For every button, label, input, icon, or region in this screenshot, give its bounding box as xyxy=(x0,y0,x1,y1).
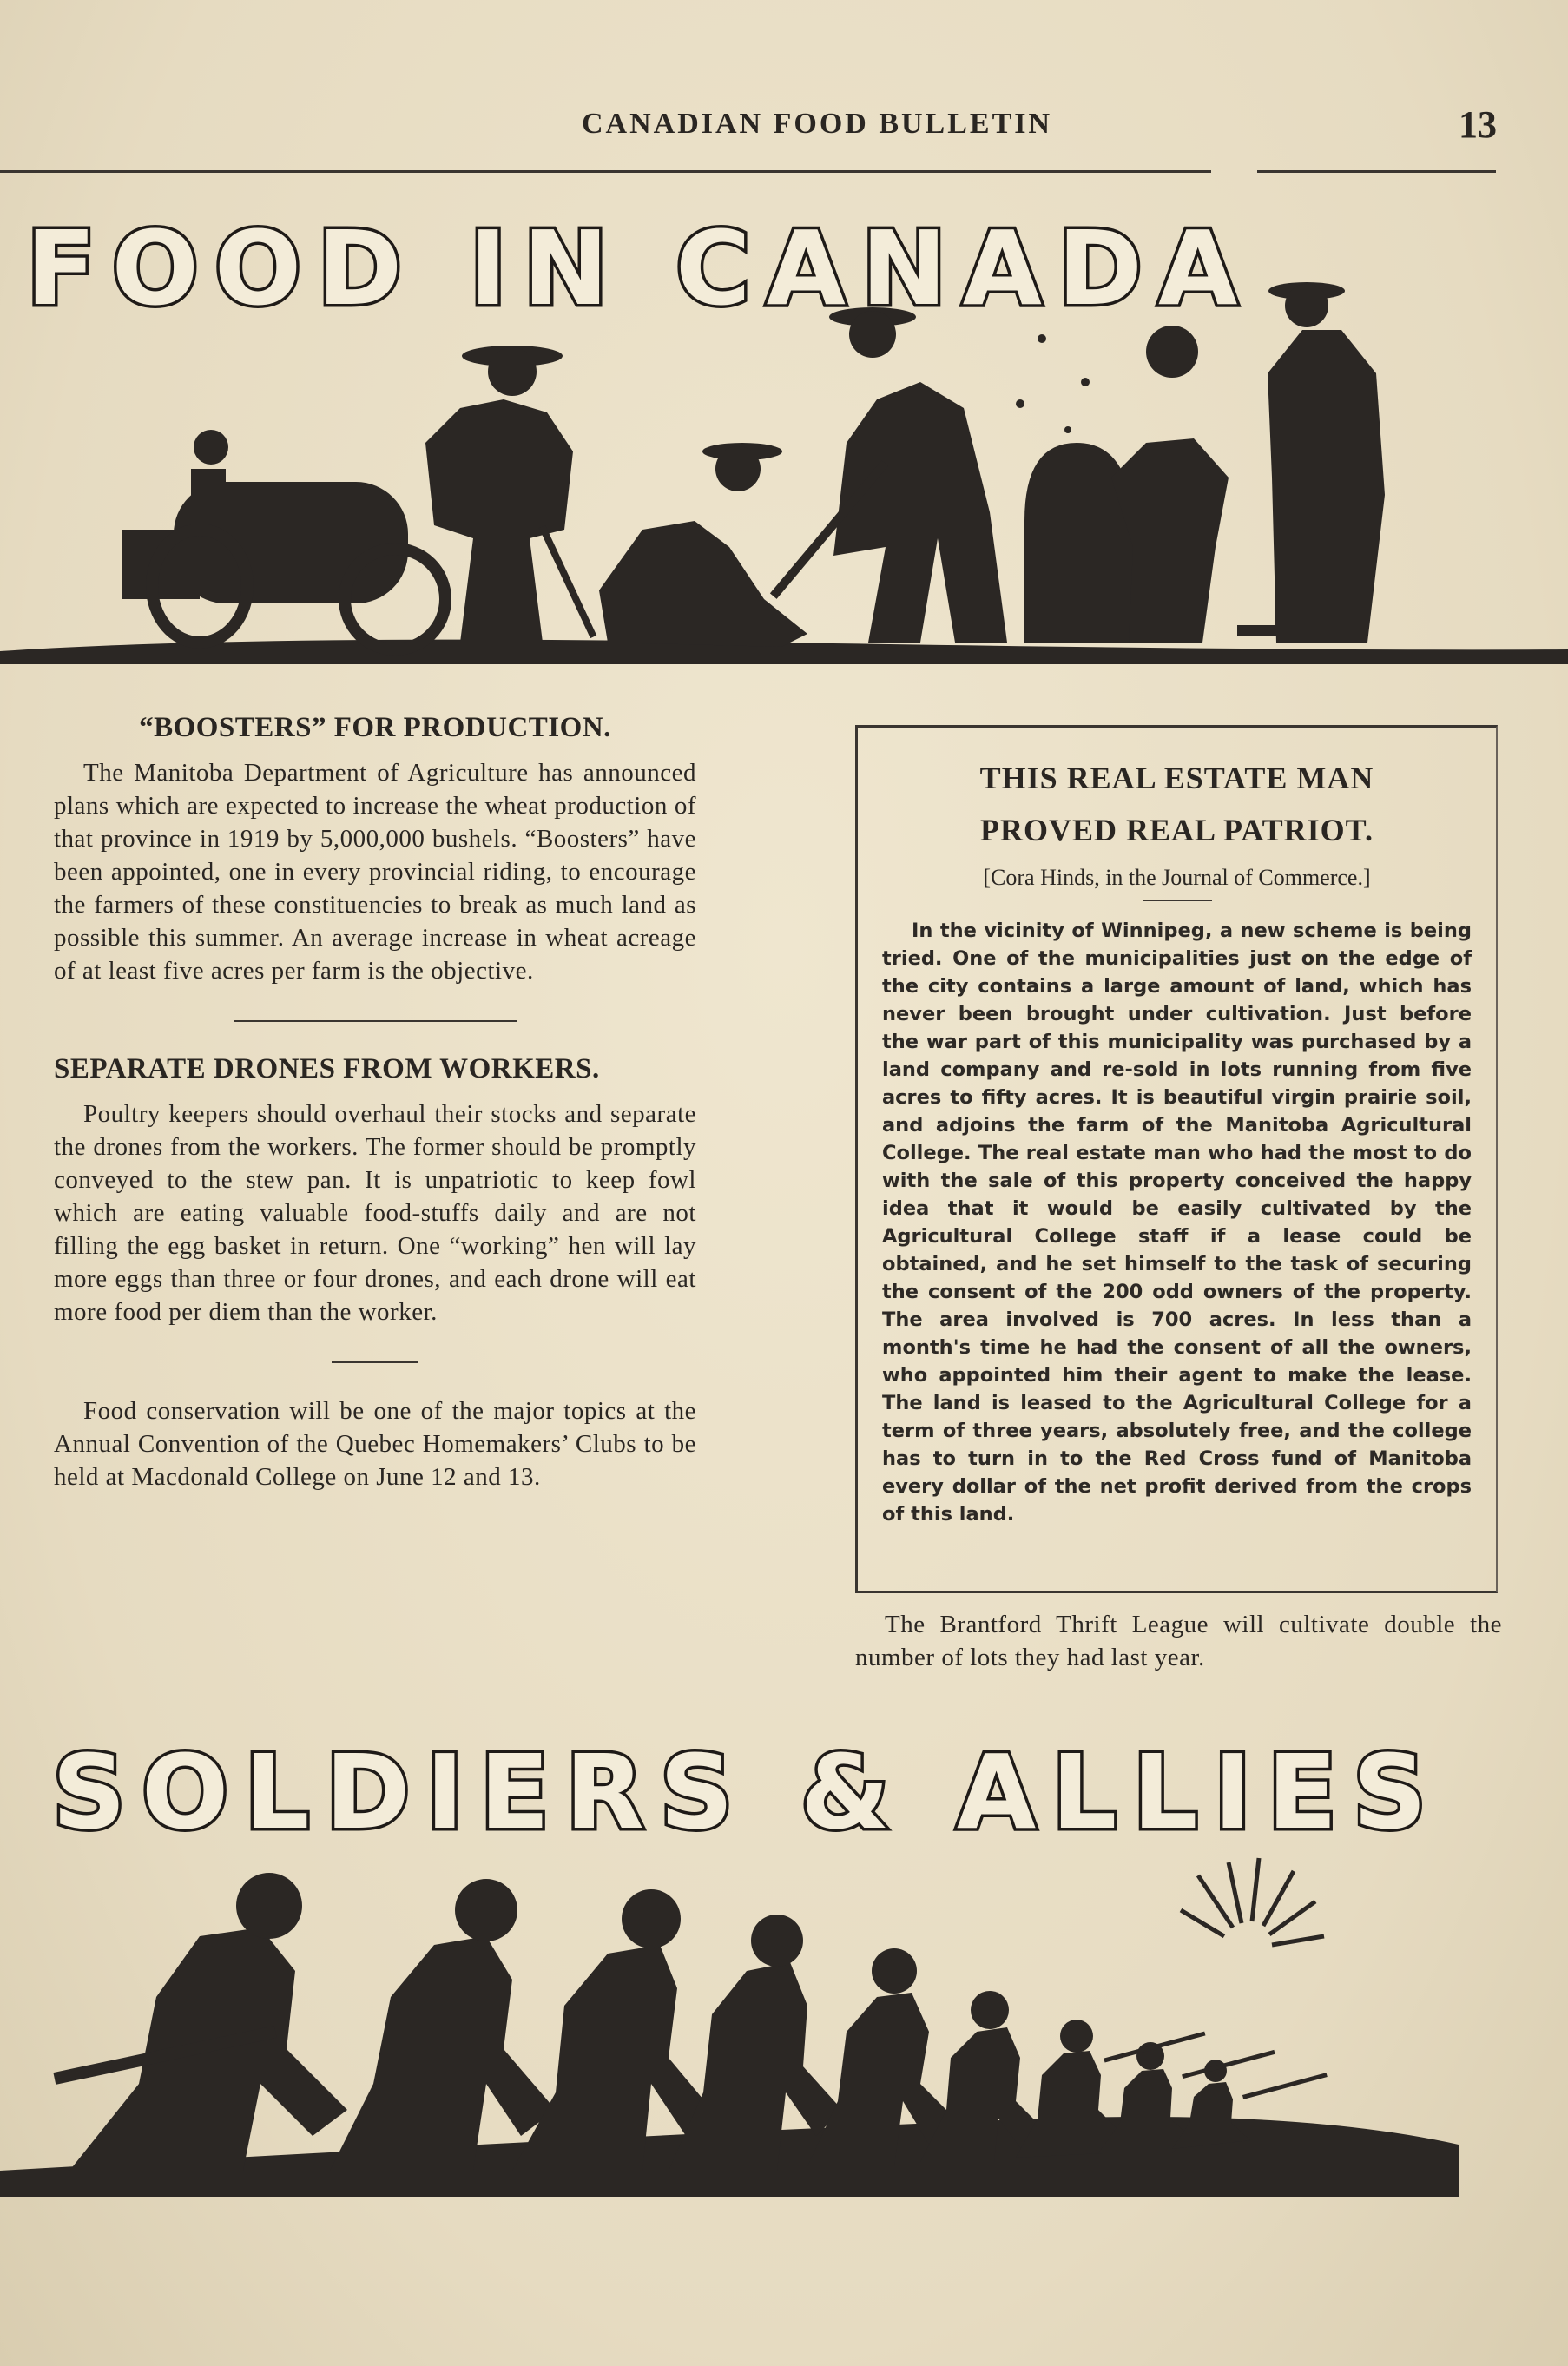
separator-rule xyxy=(234,1020,517,1022)
farm-workers-illustration xyxy=(0,269,1568,677)
boxed-heading-line1: THIS REAL ESTATE MAN xyxy=(979,761,1374,795)
article-body-drones: Poultry keepers should overhaul their stocks and separate the drones from the workers. The former should be promptly conveyed to the stew pan. It is unpatriotic to keep fowl which are eating valuable food-stuffs daily and are not filling the egg basket in return. One “working” hen will lay more eggs than three or four drones, and each drone will eat more food per diem than the worker. xyxy=(54,1100,696,1326)
article-body-conservation: Food conservation will be one of the major topics at the Annual Convention of the Quebec Homemakers’ Clubs to be held at Macdonald College on June 12 and 13. xyxy=(54,1397,696,1491)
article-heading-boosters: “BOOSTERS” FOR PRODUCTION. xyxy=(139,712,611,743)
left-column xyxy=(54,712,696,1493)
boxed-article xyxy=(855,725,1498,1593)
separator-rule-short xyxy=(332,1361,418,1363)
page-number: 13 xyxy=(1459,103,1497,146)
boxed-heading-line2: PROVED REAL PATRIOT. xyxy=(979,813,1374,847)
brantford-note xyxy=(855,1608,1502,1674)
banner-food-in-canada: FOOD IN CANADA xyxy=(26,208,1254,328)
soldiers-illustration xyxy=(0,1823,1568,2223)
article-body-boosters: The Manitoba Department of Agriculture has announced plans which are expected to increase the wheat production of that province in 1919 by 5,000,000 bushels. “Boosters” have been appointed, one in every provincial riding, to encourage the farmers of these constituencies to break as much land as possible this summer. An average increase in wheat acreage of at least five acres per farm is the objective. xyxy=(54,759,696,985)
running-head xyxy=(0,102,1568,155)
header-rule-left xyxy=(0,170,1211,173)
boxed-source: [Cora Hinds, in the Journal of Commerce.] xyxy=(983,865,1371,890)
running-title: CANADIAN FOOD BULLETIN xyxy=(582,108,1053,140)
brantford-body: The Brantford Thrift League will cultivate double the number of lots they had last year. xyxy=(855,1611,1502,1671)
boxed-rule xyxy=(1143,900,1212,901)
banner-soldiers-allies: SOLDIERS & ALLIES xyxy=(52,1732,1443,1852)
boxed-body: In the vicinity of Winnipeg, a new scheme is being tried. One of the municipalities just on the edge of the city contains a large amount of land, which has never been brought under cultivation. Just before the war part of this municipality was purchased by a land company and re-sold in lots running from five acres to fifty acres. It is beautiful virgin prairie soil, and adjoins the farm of the Manitoba Agricultural College. The real estate man who had the most to do with the sale of this property conceived the happy idea that it would be easily cultivated by the Agricultural College staff if a lease could be obtained, and he set himself to the task of securing the consent of the 200 odd owners of the property. The area involved is 700 acres. In less than a month's time he had the consent of all the owners, who appointed him their agent to make the lease. The land is leased to the Agricultural College for a term of three years, absolutely free, and the college has to turn in to the Red Cross fund of Manitoba every dollar of the net profit derived from the crops of this land. xyxy=(882,919,1472,1526)
article-heading-drones: SEPARATE DRONES FROM WORKERS. xyxy=(54,1053,600,1084)
header-rule-right xyxy=(1257,170,1496,173)
